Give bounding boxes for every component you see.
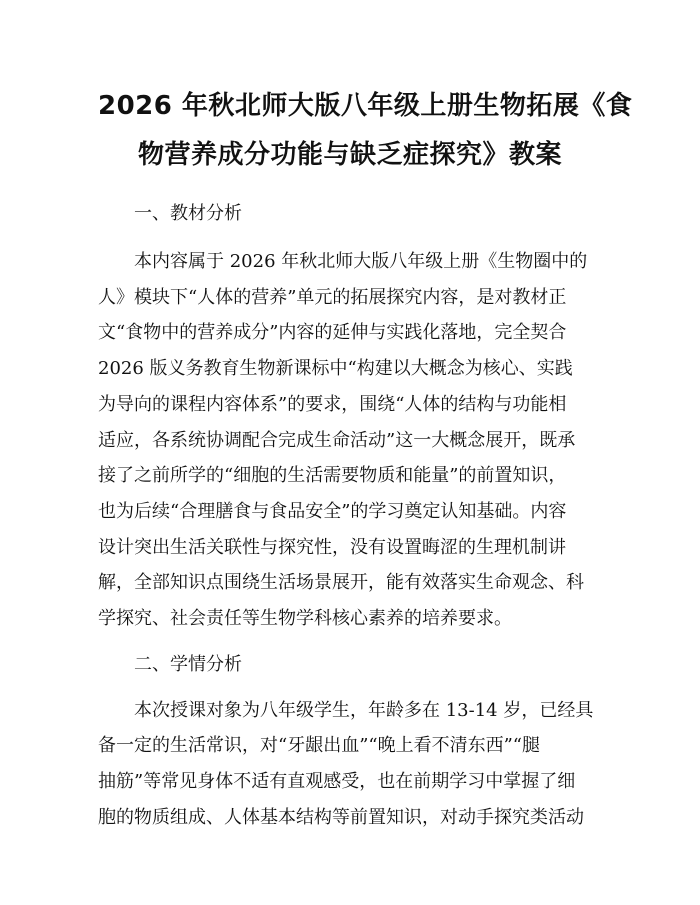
paragraph-line: 人》模块下“人体的营养”单元的拓展探究内容，是对教材正 [98,286,567,308]
title-line: 2026 年秋北师大版八年级上册生物拓展《食 [98,91,633,121]
paragraph-line: 本内容属于 2026 年秋北师大版八年级上册《生物圈中的 [134,251,588,272]
title-line: 物营养成分功能与缺乏症探究》教案 [137,140,562,170]
section-heading-learner-analysis: 二、学情分析 [134,653,242,675]
paragraph-line: 设计突出生活关联性与探究性，没有设置晦涩的生理机制讲 [98,536,566,558]
paragraph-learner-analysis [98,693,602,836]
paragraph-line: 2026 版义务教育生物新课标中“构建以大概念为核心、实践 [98,358,573,380]
paragraph-line: 胞的物质组成、人体基本结构等前置知识，对动手探究类活动 [98,806,584,828]
paragraph-line: 文“食物中的营养成分”内容的延伸与实践化落地，完全契合 [98,322,567,344]
paragraph-line: 备一定的生活常识，对“牙龈出血”“晚上看不清东西”“腿 [98,735,541,757]
paragraph-line: 为导向的课程内容体系”的要求，围绕“人体的结构与功能相 [98,393,567,415]
paragraph-line: 本次授课对象为八年级学生，年龄多在 13-14 岁，已经具 [134,699,594,721]
paragraph-line: 适应，各系统协调配合完成生命活动”这一大概念展开，既承 [98,429,576,451]
paragraph-textbook-analysis [98,244,602,637]
paragraph-line: 接了之前所学的“细胞的生活需要物质和能量”的前置知识， [98,465,567,487]
document-title [98,0,633,180]
paragraph-line: 抽筋”等常见身体不适有直观感受，也在前期学习中掌握了细 [98,771,576,793]
paragraph-line: 学探究、社会责任等生物学科核心素养的培养要求。 [98,608,512,630]
paragraph-line: 解，全部知识点围绕生活场景展开，能有效落实生命观念、科 [98,572,584,594]
paragraph-line: 也为后续“合理膳食与食品安全”的学习奠定认知基础。内容 [98,500,567,522]
section-heading-textbook-analysis: 一、教材分析 [134,203,242,224]
